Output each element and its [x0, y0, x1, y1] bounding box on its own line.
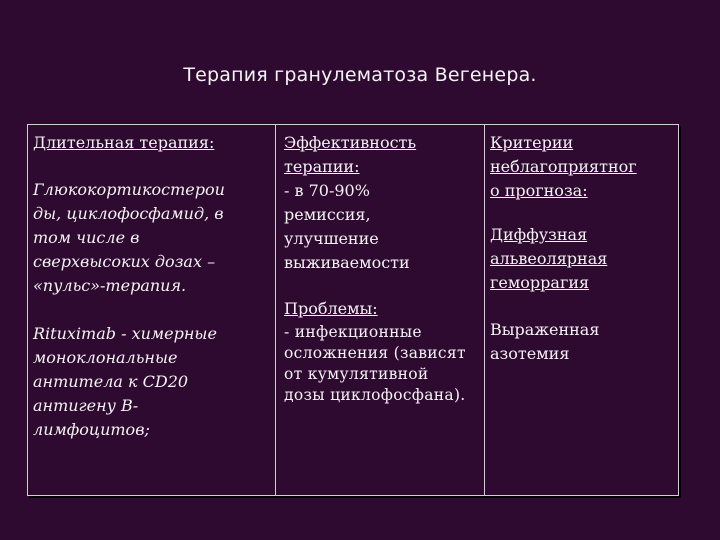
- rituximab-text: Rituximab - химерные моноклональные антитела к CD20 антигену В- лимфоцитов;: [33, 324, 217, 439]
- severe-azotemia: Выраженная азотемия: [490, 320, 600, 363]
- problems-text: - инфекционные осложнения (зависят от кумулятивной дозы циклофосфана).: [284, 323, 466, 404]
- long-term-therapy-heading: Длительная терапия:: [33, 133, 215, 152]
- slide-title: Терапия гранулематоза Вегенера.: [183, 64, 537, 86]
- problems-heading: Проблемы:: [284, 299, 378, 318]
- column-divider-1: [275, 125, 276, 495]
- therapy-efficacy-text: - в 70-90% ремиссия, улучшение выживаемости: [284, 181, 410, 272]
- therapy-table: [27, 124, 679, 496]
- diffuse-alveolar-hemorrhage: Диффузная альвеолярная геморрагия: [490, 225, 608, 292]
- unfavorable-prognosis-heading: Критерии неблагоприятног о прогноза:: [490, 133, 637, 200]
- therapy-efficacy-heading: Эффективность терапии:: [284, 133, 417, 176]
- column-divider-2: [484, 125, 485, 495]
- long-term-therapy-drugs: Глюкокортикостерои ды, циклофосфамид, в том числе в сверхвысоких дозах – «пульс»-терапия.: [33, 180, 225, 295]
